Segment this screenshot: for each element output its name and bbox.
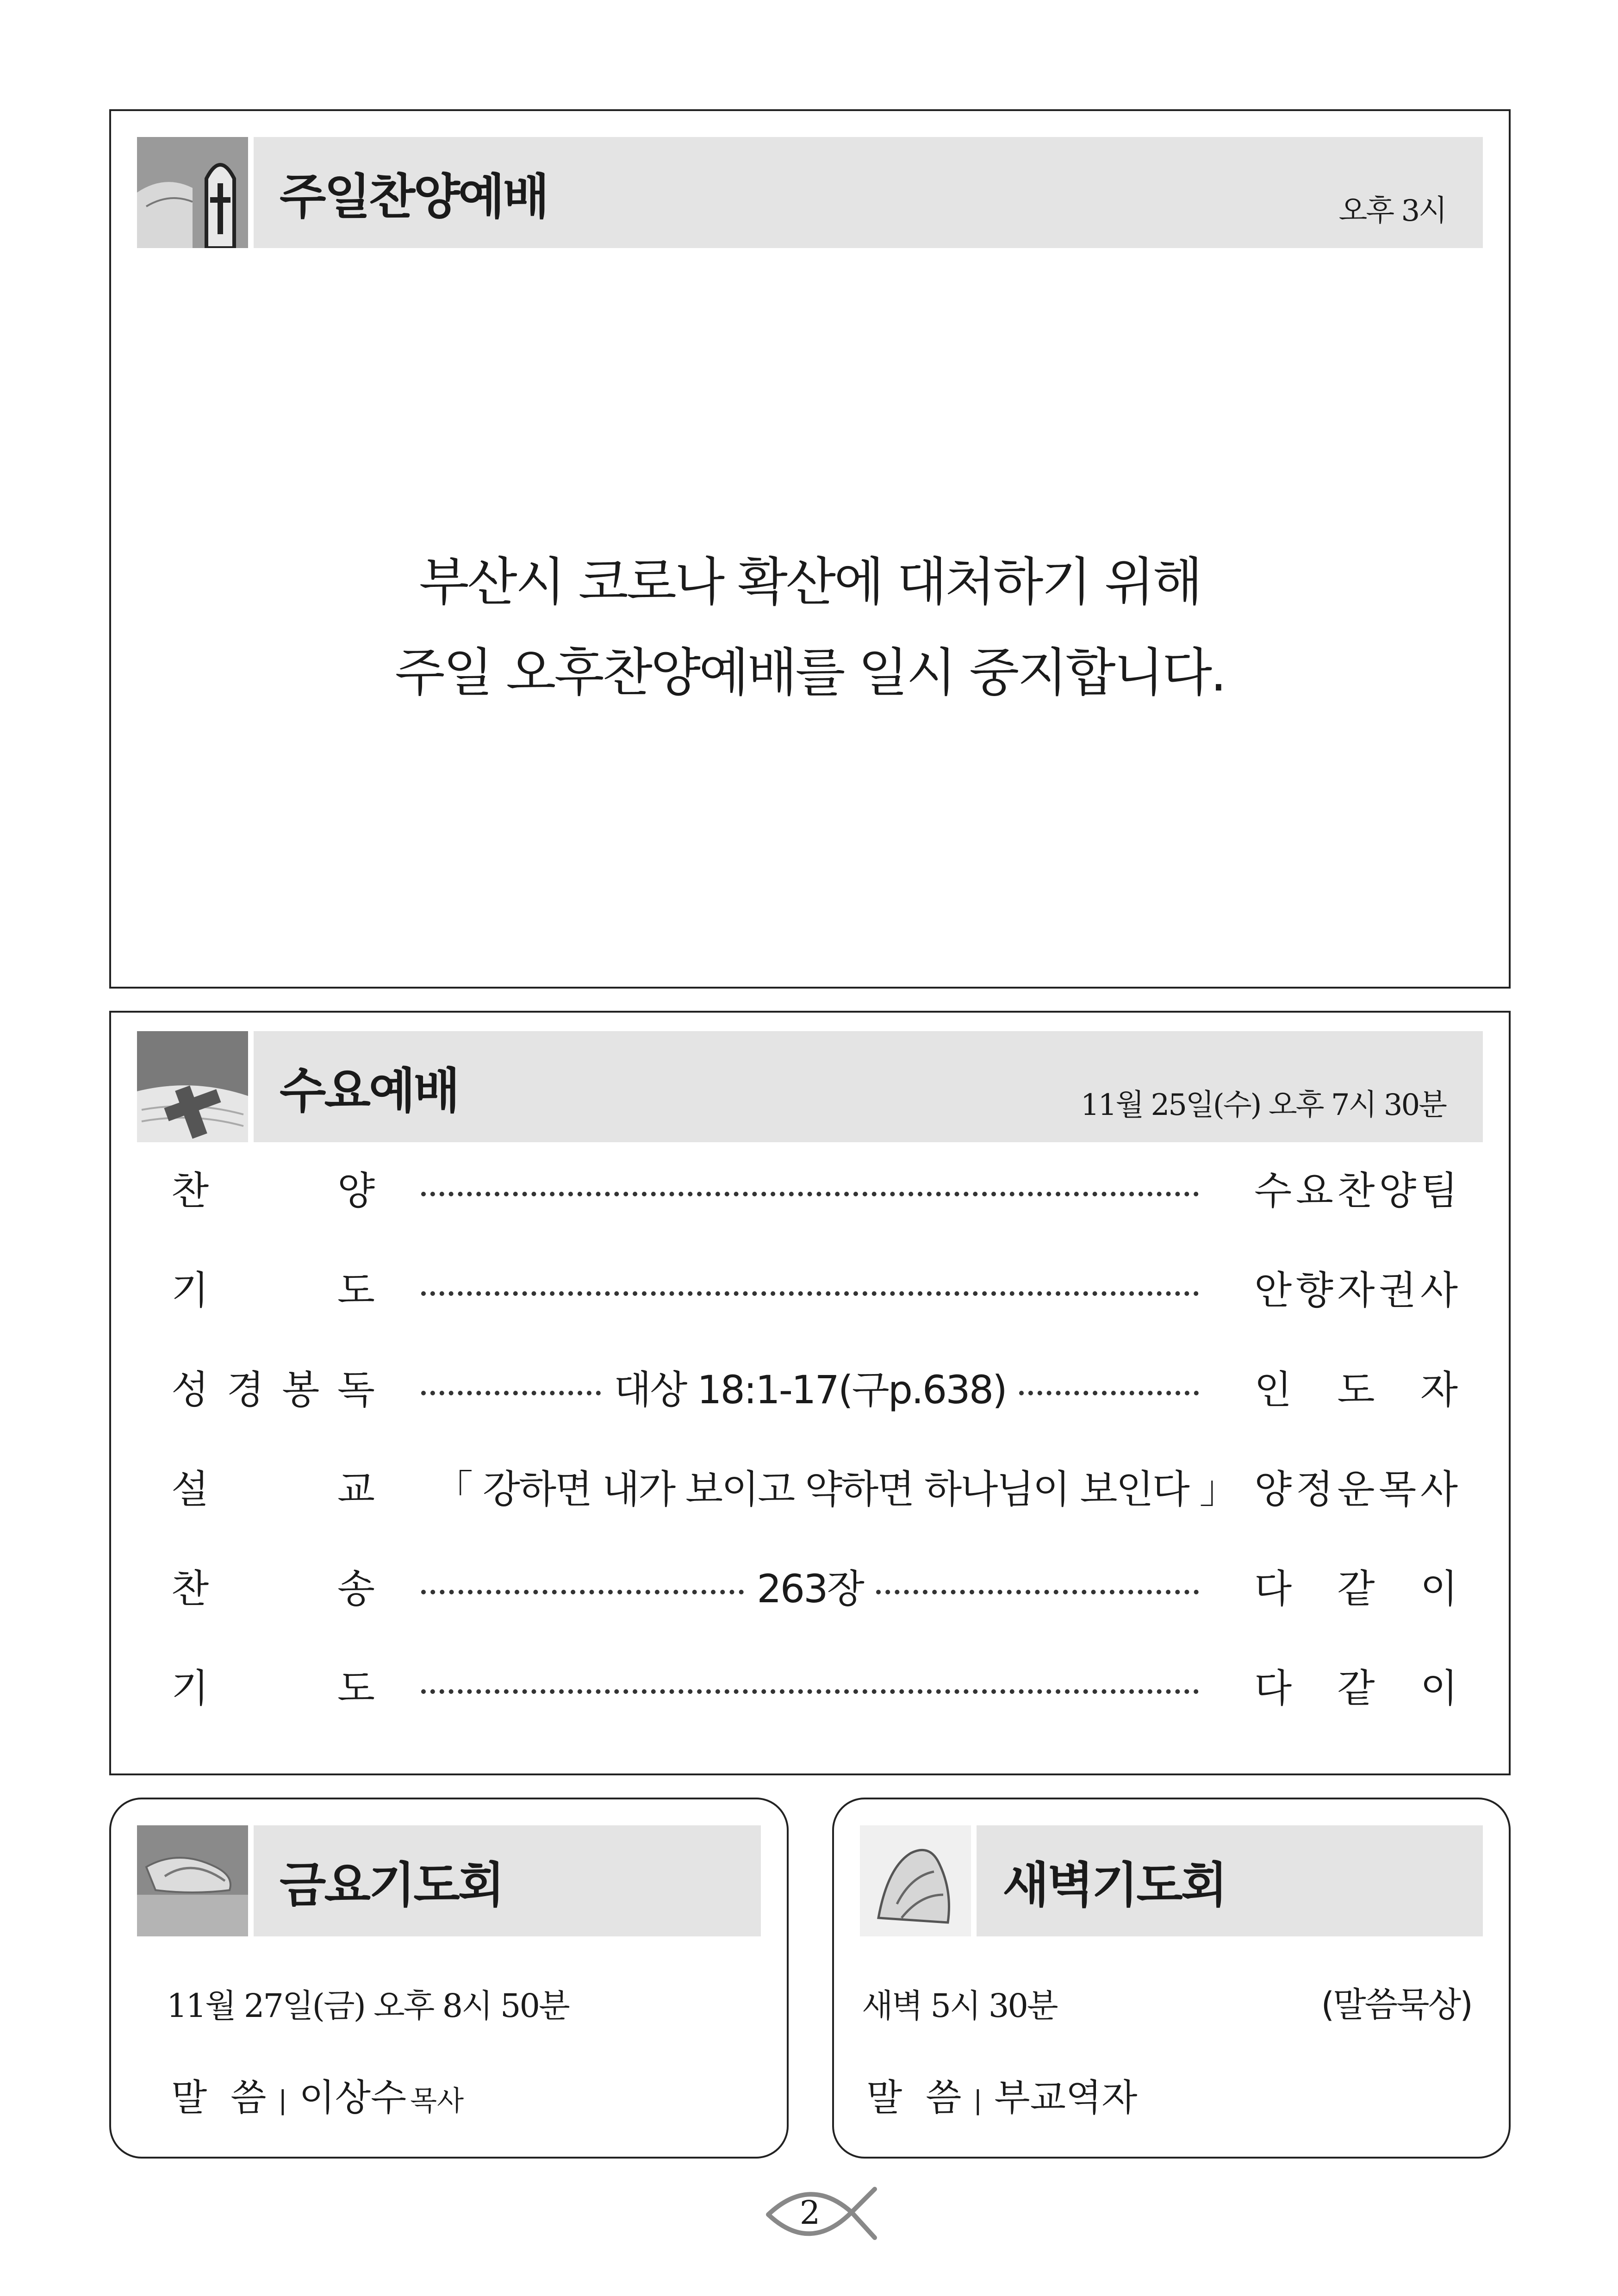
- page-number: 2: [799, 2194, 821, 2232]
- order-row: [171, 1663, 1458, 1714]
- label-char: 송: [337, 1566, 375, 1612]
- friday-sermon-line: [171, 2068, 464, 2121]
- order-row: [171, 1364, 1458, 1415]
- leader-char: 이: [1420, 1666, 1458, 1711]
- dotted-leader: [421, 1192, 1199, 1196]
- sunday-worship-section: [109, 109, 1511, 989]
- order-item-detail: [421, 1563, 1199, 1614]
- leader-char: 자: [1337, 1268, 1375, 1313]
- praying-hands-icon: [137, 1825, 248, 1936]
- dawn-prayer-time: 새벽 5시 30분: [862, 1987, 1057, 2025]
- dawn-preacher: 부교역자: [994, 2076, 1138, 2119]
- leader-char: 다: [1254, 1566, 1292, 1612]
- leader-char: 다: [1254, 1666, 1292, 1711]
- order-item-leader: [1254, 1563, 1458, 1614]
- leader-char: 정: [1295, 1467, 1333, 1512]
- dawn-prayer-title: 새벽기도회: [1002, 1857, 1226, 1913]
- dawn-prayer-header: [860, 1825, 1483, 1936]
- leader-char: 양: [1254, 1467, 1292, 1512]
- order-row: [171, 1165, 1458, 1216]
- leader-char: 운: [1337, 1467, 1375, 1512]
- church-window-icon: [137, 137, 248, 248]
- order-item-label: [171, 1563, 375, 1614]
- label-char: 도: [337, 1666, 375, 1711]
- leader-char: 자: [1420, 1367, 1458, 1412]
- dotted-leader: [1019, 1391, 1199, 1395]
- leader-char: 도: [1337, 1367, 1375, 1412]
- order-item-label: [171, 1265, 375, 1316]
- leader-char: 사: [1420, 1467, 1458, 1512]
- order-item-leader: [1254, 1663, 1458, 1714]
- cross-on-bible-icon: [137, 1031, 248, 1142]
- label-char: 기: [171, 1666, 209, 1711]
- sunday-worship-title-bar: [254, 137, 1483, 248]
- sunday-worship-time: 오후 3시: [1338, 194, 1446, 228]
- leader-char: 같: [1337, 1566, 1375, 1612]
- order-item-leader: [1254, 1165, 1458, 1216]
- label-char: 기: [171, 1268, 209, 1313]
- wednesday-worship-header: [137, 1031, 1483, 1142]
- label-char: 양: [337, 1168, 375, 1213]
- dotted-leader: [421, 1590, 744, 1594]
- leader-char: 이: [1420, 1566, 1458, 1612]
- label-char: 경: [226, 1367, 264, 1412]
- notice-line-2: 주일 오후찬양예배를 일시 중지합니다.: [395, 643, 1225, 703]
- order-item-label: [171, 1663, 375, 1714]
- leader-char: 권: [1379, 1268, 1417, 1313]
- praying-hands-icon: [860, 1825, 971, 1936]
- dawn-sermon-line: [866, 2068, 1137, 2121]
- wednesday-worship-time: 11월 25일(수) 오후 7시 30분: [1080, 1088, 1446, 1122]
- sunday-worship-header: [137, 137, 1483, 248]
- divider-bar: |: [973, 2085, 983, 2116]
- divider-bar: |: [278, 2085, 287, 2116]
- friday-prayer-title-bar: [254, 1825, 761, 1936]
- order-row: [171, 1464, 1458, 1515]
- order-item-detail: [421, 1165, 1199, 1216]
- leader-char: 안: [1254, 1268, 1292, 1313]
- order-item-leader: [1254, 1464, 1458, 1515]
- order-item-label: [171, 1165, 375, 1216]
- leader-char: 사: [1420, 1268, 1458, 1313]
- wednesday-worship-section: [109, 1011, 1511, 1775]
- order-row: [171, 1265, 1458, 1316]
- leader-char: 수: [1254, 1168, 1292, 1213]
- label-char: 봉: [282, 1367, 320, 1412]
- leader-char: 요: [1295, 1168, 1333, 1213]
- order-item-label: [171, 1364, 375, 1415]
- leader-char: 찬: [1337, 1168, 1375, 1213]
- dawn-sermon-label: 말 씀: [866, 2076, 962, 2119]
- label-char: 설: [171, 1467, 209, 1512]
- dotted-leader: [421, 1689, 1199, 1694]
- order-item-text: 대상 18:1-17(구p.638): [614, 1367, 1006, 1412]
- friday-prayer-time: 11월 27일(금) 오후 8시 50분: [167, 1987, 569, 2025]
- dotted-leader: [421, 1291, 1199, 1296]
- order-item-detail: [421, 1364, 1199, 1415]
- dotted-leader: [876, 1590, 1199, 1594]
- label-char: 찬: [171, 1566, 209, 1612]
- wednesday-worship-title: 수요예배: [280, 1063, 458, 1119]
- friday-prayer-header: [137, 1825, 761, 1936]
- leader-char: 팀: [1420, 1168, 1458, 1213]
- dawn-prayer-note: (말씀묵상): [1321, 1985, 1472, 2025]
- dawn-prayer-title-bar: [977, 1825, 1483, 1936]
- sunday-worship-title: 주일찬양예배: [280, 168, 548, 225]
- label-char: 교: [337, 1467, 375, 1512]
- wednesday-worship-title-bar: [254, 1031, 1483, 1142]
- label-char: 찬: [171, 1168, 209, 1213]
- dawn-prayer-section: [832, 1798, 1511, 2159]
- label-char: 성: [171, 1367, 209, 1412]
- label-char: 도: [337, 1268, 375, 1313]
- order-item-leader: [1254, 1364, 1458, 1415]
- order-item-leader: [1254, 1265, 1458, 1316]
- order-item-detail: [421, 1265, 1199, 1316]
- order-item-text: 263장: [757, 1566, 863, 1612]
- friday-prayer-section: [109, 1798, 789, 2159]
- leader-char: 향: [1295, 1268, 1333, 1313]
- friday-preacher: 이상수: [299, 2076, 407, 2119]
- friday-prayer-title: 금요기도회: [280, 1857, 503, 1913]
- leader-char: 같: [1337, 1666, 1375, 1711]
- order-item-text: 「 강하면 내가 보이고 약하면 하나님이 보인다 」: [434, 1467, 1237, 1512]
- order-item-detail: [421, 1663, 1199, 1714]
- leader-char: 양: [1379, 1168, 1417, 1213]
- friday-preacher-title: 목사: [410, 2085, 464, 2117]
- order-item-detail: [421, 1464, 1237, 1515]
- friday-sermon-label: 말 씀: [171, 2076, 267, 2119]
- label-char: 독: [337, 1367, 375, 1412]
- dotted-leader: [421, 1391, 601, 1395]
- order-item-label: [171, 1464, 375, 1515]
- leader-char: 목: [1379, 1467, 1417, 1512]
- notice-line-1: 부산시 코로나 확산에 대처하기 위해: [419, 552, 1201, 612]
- order-row: [171, 1563, 1458, 1614]
- leader-char: 인: [1254, 1367, 1292, 1412]
